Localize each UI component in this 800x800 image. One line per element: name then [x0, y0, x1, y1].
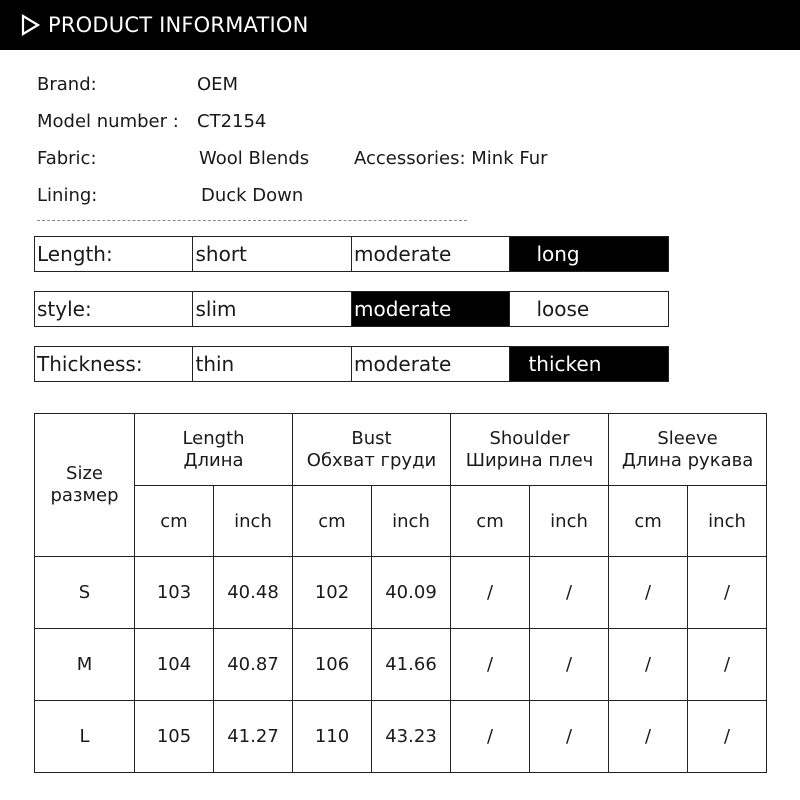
value-cell: /	[451, 557, 530, 629]
value-cell: 40.87	[214, 629, 293, 701]
length-header-ru: Длина	[183, 449, 244, 471]
size-chart-table	[34, 413, 767, 773]
table-row	[35, 557, 767, 629]
size-cell: M	[35, 629, 135, 701]
table-row	[35, 701, 767, 773]
value-cell: /	[688, 557, 767, 629]
play-triangle-icon	[18, 13, 42, 37]
thickness-option-thicken: thicken	[510, 347, 668, 381]
value-cell: /	[688, 701, 767, 773]
value-cell: 43.23	[372, 701, 451, 773]
style-option-moderate: moderate	[352, 292, 510, 326]
value-cell: /	[530, 629, 609, 701]
shoulder-header-cell	[451, 414, 609, 486]
style-scale-label: style:	[35, 292, 193, 326]
style-scale	[34, 291, 669, 327]
fabric-value: Wool Blends	[199, 148, 310, 169]
unit-cell: inch	[530, 486, 609, 557]
value-cell: /	[451, 701, 530, 773]
accessories-text: Accessories: Mink Fur	[354, 148, 548, 169]
sleeve-header-en: Sleeve	[657, 427, 718, 449]
bust-header-en: Bust	[351, 427, 392, 449]
length-scale-label: Length:	[35, 237, 193, 271]
value-cell: 102	[293, 557, 372, 629]
dashed-divider	[37, 220, 467, 221]
value-cell: /	[609, 557, 688, 629]
value-cell: 105	[135, 701, 214, 773]
sleeve-header-cell	[609, 414, 767, 486]
bust-header-cell	[293, 414, 451, 486]
value-cell: 40.48	[214, 557, 293, 629]
value-cell: 41.66	[372, 629, 451, 701]
size-header-ru: размер	[50, 485, 119, 506]
style-option-loose: loose	[536, 297, 590, 321]
value-cell: 103	[135, 557, 214, 629]
fabric-label: Fabric:	[37, 148, 97, 169]
model-label: Model number :	[37, 111, 179, 132]
brand-label: Brand:	[37, 74, 97, 95]
value-cell: 41.27	[214, 701, 293, 773]
length-option-moderate: moderate	[352, 237, 510, 271]
length-option-short: short	[193, 237, 351, 271]
value-cell: /	[530, 557, 609, 629]
shoulder-header-ru: Ширина плеч	[465, 449, 594, 471]
bust-header-ru: Обхват груди	[306, 449, 437, 471]
shoulder-header-en: Shoulder	[489, 427, 570, 449]
units-row	[35, 486, 767, 557]
unit-cell: cm	[451, 486, 530, 557]
size-header-cell	[35, 414, 135, 557]
unit-cell: inch	[372, 486, 451, 557]
lining-label: Lining:	[37, 185, 98, 206]
unit-cell: inch	[688, 486, 767, 557]
lining-value: Duck Down	[201, 185, 304, 206]
length-scale	[34, 236, 669, 272]
section-header	[0, 0, 800, 50]
unit-cell: cm	[135, 486, 214, 557]
value-cell: /	[451, 629, 530, 701]
unit-cell: cm	[609, 486, 688, 557]
value-cell: 110	[293, 701, 372, 773]
value-cell: 104	[135, 629, 214, 701]
value-cell: 106	[293, 629, 372, 701]
size-cell: S	[35, 557, 135, 629]
length-header-en: Length	[182, 427, 245, 449]
value-cell: /	[688, 629, 767, 701]
model-value: CT2154	[197, 111, 267, 132]
section-title: PRODUCT INFORMATION	[48, 13, 309, 37]
unit-cell: cm	[293, 486, 372, 557]
thickness-option-moderate: moderate	[352, 347, 510, 381]
length-option-long: long	[510, 237, 668, 271]
size-cell: L	[35, 701, 135, 773]
value-cell: /	[530, 701, 609, 773]
value-cell: /	[609, 629, 688, 701]
thickness-scale-label: Thickness:	[35, 347, 193, 381]
brand-value: OEM	[197, 74, 239, 95]
value-cell: /	[609, 701, 688, 773]
thickness-scale	[34, 346, 669, 382]
table-row	[35, 629, 767, 701]
value-cell: 40.09	[372, 557, 451, 629]
style-option-slim: slim	[193, 292, 351, 326]
unit-cell: inch	[214, 486, 293, 557]
thickness-option-thin: thin	[193, 347, 351, 381]
sleeve-header-ru: Длина рукава	[621, 449, 754, 471]
table-header-row	[35, 414, 767, 486]
length-header-cell	[135, 414, 293, 486]
size-header-en: Size	[66, 463, 103, 484]
